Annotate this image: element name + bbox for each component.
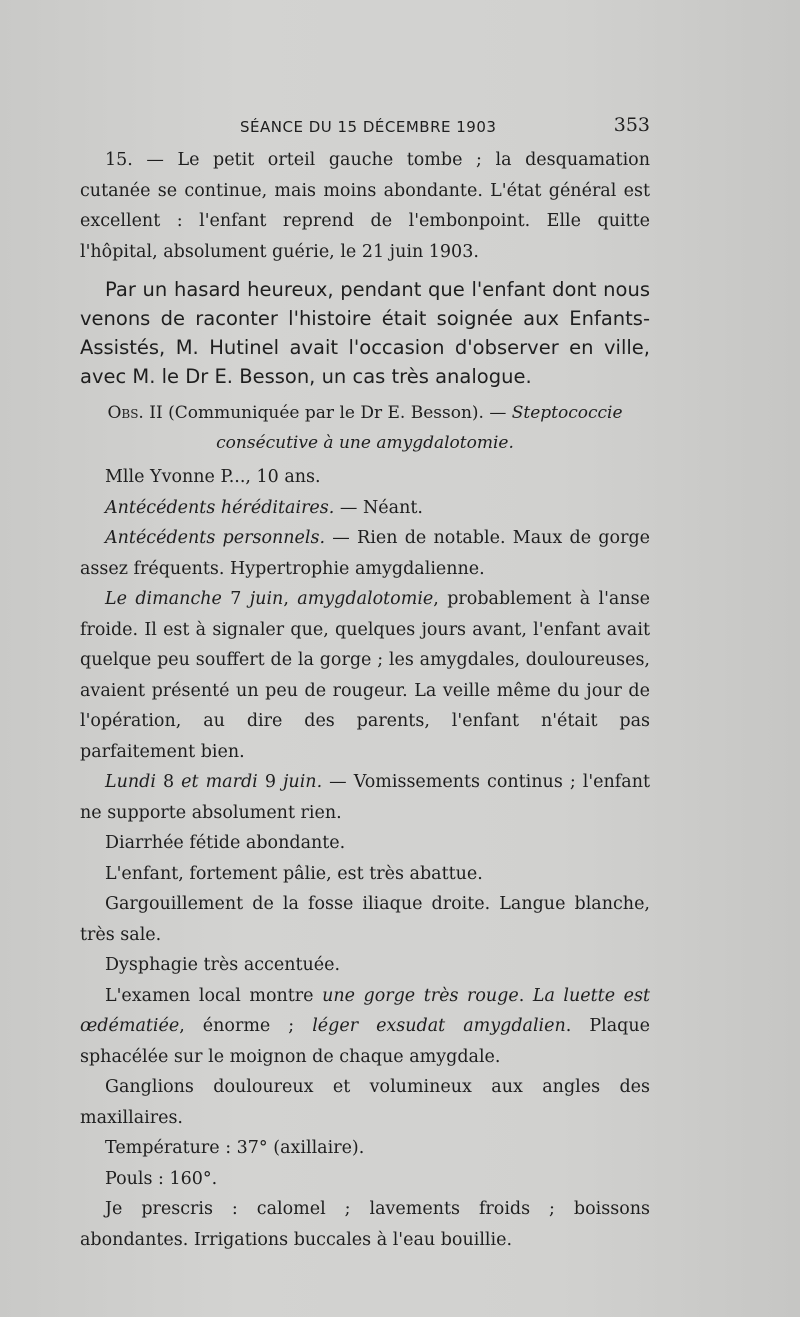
patient-line: Mlle Yvonne P..., 10 ans. [105, 467, 321, 487]
personal-paragraph [80, 523, 650, 584]
page-number: 353 [613, 114, 650, 136]
exam-lead: L'examen local montre [105, 985, 323, 1006]
gurgling-line: Gargouillement de la fosse iliaque droite. Langue blanche, très sale. [80, 894, 650, 945]
observation-title [80, 398, 650, 428]
sunday-text: , probablement à l'anse froide. Il est à signaler que, quelques jours avant, l'enfant avait quelque peu souffert de la gorge ; les amygdales, douloureuses, avaient présenté un peu de rougeur. La veille même du jour de l'opération, au dire des parents, l'enfant n'était pas parfaitement bien. [80, 589, 650, 762]
obs-title-italic-1: Steptococcie [511, 403, 623, 423]
exam-sep1: . [518, 985, 533, 1006]
monday-month: juin. [283, 772, 323, 792]
case-body [80, 462, 650, 1255]
sunday-event: amygdalotomie [297, 589, 434, 609]
exam-tail: . Plaque sphacélée sur le moignon de chaque amygdale. [80, 1016, 650, 1067]
obs-text: II (Communiquée par le Dr E. Besson). — [149, 403, 507, 423]
monday-text: — Vomissements continus ; l'enfant ne supporte absolument rien. [80, 772, 651, 823]
sunday-day: 7 [221, 589, 250, 609]
dysphagia-line: Dysphagie très accentuée. [105, 955, 341, 975]
personal-label: Antécédents personnels. [105, 528, 326, 548]
sunday-sep: , [283, 589, 298, 609]
hereditary-label: Antécédents héréditaires. [105, 497, 335, 518]
diarrhea-line: Diarrhée fétide abondante. [105, 833, 346, 853]
exam-throat: une gorge très rouge [322, 985, 519, 1006]
observation-heading [80, 398, 650, 458]
ganglia-line: Ganglions douloureux et volumineux aux angles des maxillaires. [80, 1077, 650, 1128]
exam-exudate: léger exsudat amygdalien [312, 1016, 566, 1036]
exam-uvula: La luette est œdématiée [80, 985, 650, 1036]
hereditary-text: — Néant. [334, 497, 423, 518]
monday-day2: 9 [257, 772, 283, 792]
monday-connector: et mardi [181, 772, 258, 792]
intro-paragraph: 15. — Le petit orteil gauche tombe ; la desquamation cutanée se continue, mais moins abondante. L'état général est excellent : l'enfant reprend de l'embonpoint. Elle quitte l'hôpital, absolument guérie, le 21 juin 1903. [80, 150, 650, 262]
temperature-line: Température : 37° (axillaire). [105, 1138, 365, 1158]
sunday-paragraph [80, 584, 650, 767]
personal-text: — Rien de notable. Maux de gorge assez fréquents. Hypertrophie amygdalienne. [80, 528, 651, 579]
hereditary-paragraph [80, 493, 650, 524]
sunday-label: Le dimanche [105, 589, 222, 609]
observation-subtitle [80, 428, 650, 458]
main-paragraph: Par un hasard heureux, pendant que l'enfant dont nous venons de raconter l'histoire était soignée aux Enfants-Assistés, M. Hutinel avait l'occasion d'observer en ville, avec M. le Dr E. Besson, un cas très analogue. [80, 278, 650, 388]
exam-sep2: , énorme ; [179, 1016, 313, 1036]
page-header [80, 114, 650, 138]
running-head: SÉANCE DU 15 DÉCEMBRE 1903 [240, 118, 497, 136]
intro-block [80, 145, 650, 267]
prescription-paragraph: Je prescris : calomel ; lavements froids ; boissons abondantes. Irrigations buccales à l'eau bouillie. [80, 1199, 650, 1250]
exam-paragraph [80, 981, 650, 1073]
monday-day1: 8 [155, 772, 182, 792]
sunday-month: juin [249, 589, 284, 609]
obs-label: Obs. [107, 403, 144, 423]
pale-line: L'enfant, fortement pâlie, est très abattue. [105, 863, 483, 884]
main-block [80, 275, 650, 391]
pulse-line: Pouls : 160°. [105, 1168, 218, 1189]
monday-paragraph [80, 767, 650, 828]
obs-title-italic-2: consécutive à une amygdalotomie. [216, 433, 514, 453]
monday-label: Lundi [105, 772, 156, 792]
